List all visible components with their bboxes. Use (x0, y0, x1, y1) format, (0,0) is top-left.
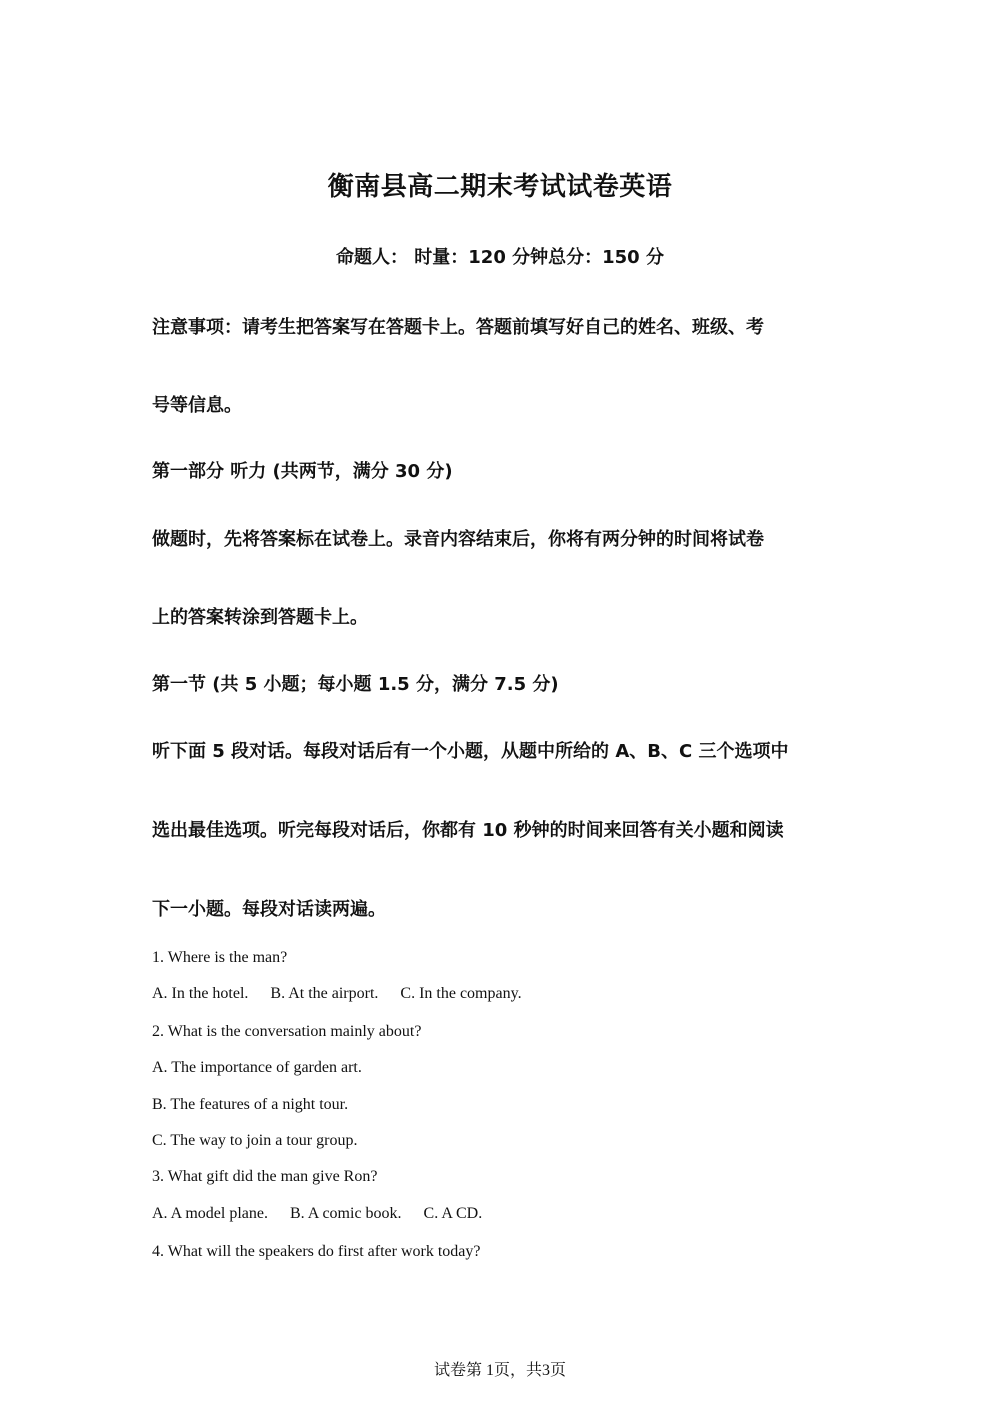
question-3-option-c: C. A CD. (423, 1205, 483, 1222)
question-4-stem: 4. What will the speakers do first after work today? (152, 1243, 481, 1260)
question-3-option-b: B. A comic book. (289, 1205, 402, 1222)
question-3-options (152, 1205, 872, 1223)
question-1-option-b: B. At the airport. (270, 985, 379, 1002)
page-title: 衡南县高二期末考试试卷英语 (327, 172, 673, 202)
question-1-option-c: C. In the company. (400, 985, 522, 1002)
part1-heading: 第一部分 听力 (共两节，满分 30 分) (152, 461, 453, 482)
question-2-option-c: C. The way to join a tour group. (152, 1132, 358, 1149)
part1-instruction-line-2: 上的答案转涂到答题卡上。 (152, 607, 368, 628)
question-1-options (152, 985, 872, 1003)
question-1-stem: 1. Where is the man? (152, 949, 288, 966)
notice-line-1: 注意事项：请考生把答案写在答题卡上。答题前填写好自己的姓名、班级、考 (152, 317, 764, 338)
exam-meta: 命题人： 时量：120 分钟总分：150 分 (336, 247, 664, 268)
question-1-option-a: A. In the hotel. (152, 985, 249, 1002)
section1-heading: 第一节 (共 5 小题；每小题 1.5 分，满分 7.5 分) (152, 674, 559, 695)
part1-instruction-line-1: 做题时，先将答案标在试卷上。录音内容结束后，你将有两分钟的时间将试卷 (152, 529, 764, 550)
question-3-option-a: A. A model plane. (152, 1205, 268, 1222)
section1-instruction-line-1: 听下面 5 段对话。每段对话后有一个小题，从题中所给的 A、B、C 三个选项中 (152, 741, 789, 762)
question-2-option-b: B. The features of a night tour. (152, 1096, 349, 1113)
notice-line-2: 号等信息。 (152, 395, 242, 416)
question-3-stem: 3. What gift did the man give Ron? (152, 1168, 378, 1185)
question-2-option-a: A. The importance of garden art. (152, 1059, 362, 1076)
section1-instruction-line-3: 下一小题。每段对话读两遍。 (152, 899, 386, 920)
question-2-stem: 2. What is the conversation mainly about? (152, 1023, 422, 1040)
section1-instruction-line-2: 选出最佳选项。听完每段对话后，你都有 10 秒钟的时间来回答有关小题和阅读 (152, 820, 784, 841)
page-number: 试卷第 1页，共3页 (433, 1362, 566, 1379)
